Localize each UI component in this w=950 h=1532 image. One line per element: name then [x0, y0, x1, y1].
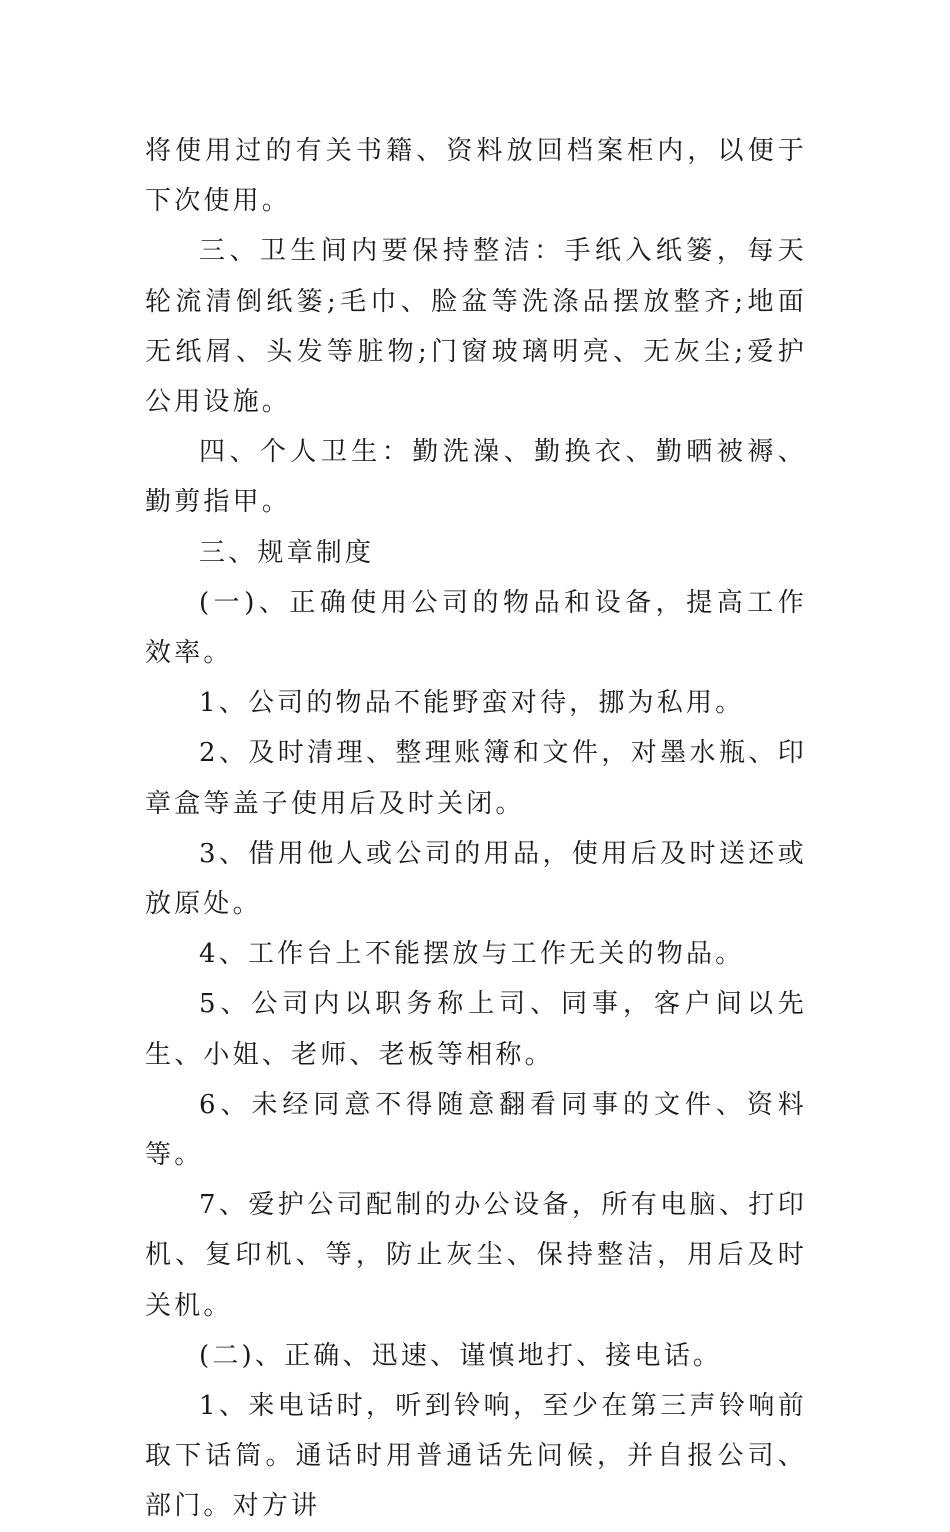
paragraph-restroom-rules: 三、卫生间内要保持整洁：手纸入纸篓，每天轮流清倒纸篓;毛巾、脸盆等洗涤品摆放整齐;地面无纸屑、头发等脏物;门窗玻璃明亮、无灰尘;爱护公用设施。	[145, 236, 807, 418]
list-item-3: 3、借用他人或公司的用品，使用后及时送还或放原处。	[145, 838, 807, 920]
list-item-5: 5、公司内以职务称上司、同事，客户间以先生、小姐、老师、老板等相称。	[145, 989, 807, 1070]
section-heading-regulations: 三、规章制度	[199, 537, 375, 568]
phone-item-1: 1、来电话时，听到铃响，至少在第三声铃响前取下话筒。通话时用普通话先问候，并自报公司、部门。对方讲	[145, 1391, 807, 1522]
subsection-heading-2: (二)、正确、迅速、谨慎地打、接电话。	[199, 1340, 723, 1371]
list-item-6: 6、未经同意不得随意翻看同事的文件、资料等。	[145, 1089, 807, 1171]
paragraph-continuation: 将使用过的有关书籍、资料放回档案柜内，以便于下次使用。	[145, 136, 807, 217]
paragraph-personal-hygiene: 四、个人卫生：勤洗澡、勤换衣、勤晒被褥、勤剪指甲。	[145, 437, 807, 518]
list-item-2: 2、及时清理、整理账簿和文件，对墨水瓶、印章盒等盖子使用后及时关闭。	[145, 738, 807, 819]
subsection-heading-1: (一)、正确使用公司的物品和设备，提高工作效率。	[145, 587, 807, 669]
document-page	[145, 126, 807, 1532]
list-item-4: 4、工作台上不能摆放与工作无关的物品。	[199, 939, 745, 970]
list-item-7: 7、爱护公司配制的办公设备，所有电脑、打印机、复印机、等，防止灰尘、保持整洁，用后及时关机。	[145, 1190, 807, 1321]
list-item-1: 1、公司的物品不能野蛮对待，挪为私用。	[199, 688, 745, 719]
